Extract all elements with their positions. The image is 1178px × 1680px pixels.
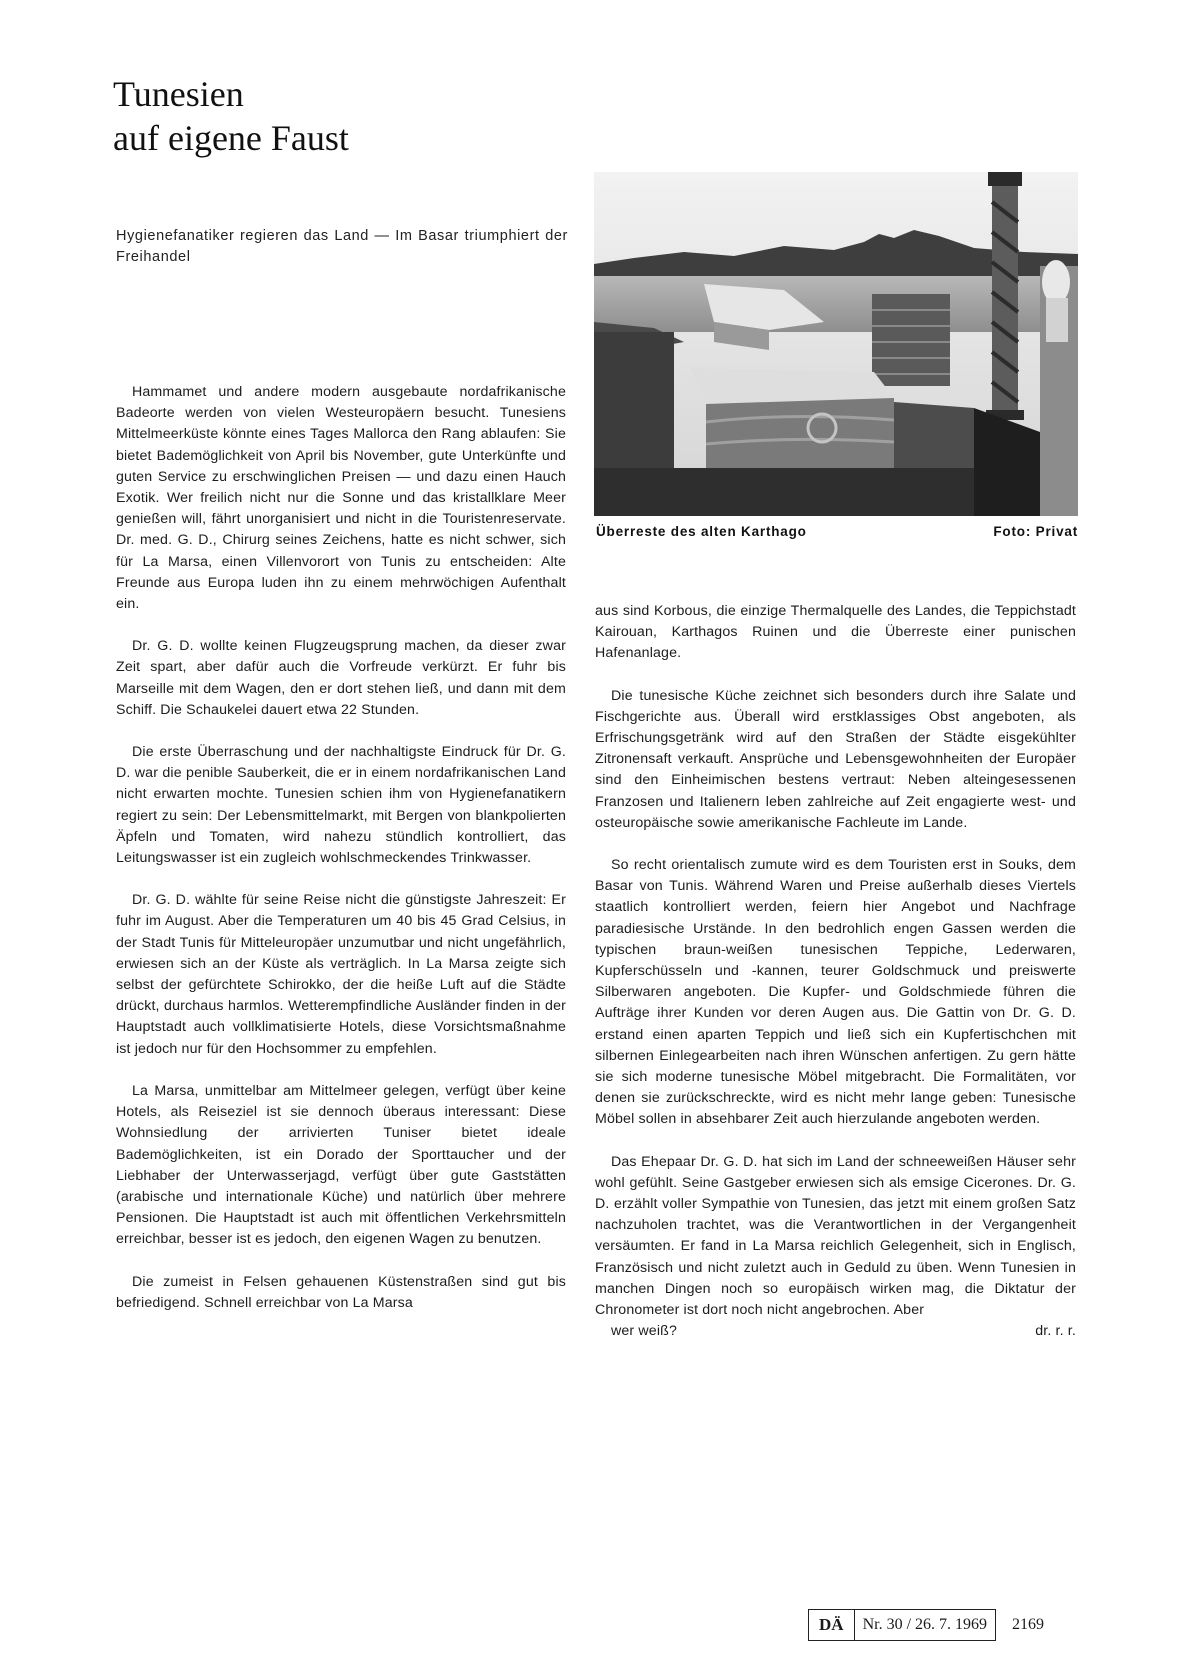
paragraph: Die erste Überraschung und der nachhaltigste Eindruck für Dr. G. D. war die penible Sauberkeit, die er in einem nordafrikanischen Land nicht erwarten mochte. Tunesien schien ihm von Hygienefanatikern regiert zu sein: Der Lebensmittelmarkt, mit Bergen von blankpolierten Äpfeln und Tomaten, wird nahezu stündlich kontrolliert, das Leitungswasser ist ein zugleich wohlschmeckendes Trinkwasser. bbox=[116, 744, 566, 867]
article-subtitle: Hygienefanatiker regieren das Land — Im Basar triumphiert der Freihandel bbox=[116, 228, 568, 265]
ruins-illustration bbox=[594, 172, 1078, 516]
paragraph: Hammamet und andere modern ausgebaute nordafrikanische Badeorte werden von vielen Westeuropäern besucht. Tunesiens Mittelmeerküste könnte eines Tages Mallorca den Rang ablaufen: Sie bietet Bademöglichkeit von April bis November, gute Unterkünfte und guten Service zu erschwinglichen Preisen — und dazu einen Hauch Exotik. Wer freilich nicht nur die Sonne und das kristallklare Meer genießen will, fährt unorganisiert und nicht in die Touristenreservate. Dr. med. G. D., Chirurg seines Zeichens, hatte es nicht schwer, sich für La Marsa, einen Villenvorort von Tunis zu entscheiden: Alte Freunde aus Europa luden ihn zu einem mehrwöchigen Aufenthalt ein. bbox=[116, 384, 566, 613]
right-column bbox=[595, 601, 1076, 1364]
paragraph: La Marsa, unmittelbar am Mittelmeer gelegen, verfügt über keine Hotels, als Reiseziel ist sie dennoch überaus interessant: Diese Wohnsiedlung der arrivierten Tuniser bietet ideale Bademöglichkeiten, ist ein Dorado der Sporttaucher und der Liebhaber der Unterwasserjagd, verfügt über gute Gaststätten (arabische und internationale Küche) und natürlich über mehrere Pensionen. Die Hauptstadt ist auch mit öffentlichen Verkehrsmitteln erreichbar, besser ist es jedoch, den eigenen Wagen zu benutzen. bbox=[116, 1082, 566, 1248]
paragraph: aus sind Korbous, die einzige Thermalquelle des Landes, die Teppichstadt Kairouan, Karthagos Ruinen und die Überreste einer punischen Hafenanlage. bbox=[595, 603, 1076, 662]
photo-credit: Foto: Privat bbox=[993, 524, 1078, 539]
closing-text: wer weiß? bbox=[611, 1323, 677, 1340]
paragraph: Die tunesische Küche zeichnet sich besonders durch ihre Salate und Fischgerichte aus. Überall wird erstklassiges Obst angeboten, als Erfrischungsgetränk wird auf den Straßen der Städte eisgekühlter Zitronensaft verkauft. Ansprüche und Lebensgewohnheiten der Europäer sind den Einheimischen bestens vertraut: Neben alteingesessenen Franzosen und Italienern leben zahlreiche auf Zeit engagierte west- und osteuropäische sowie amerikanische Fachleute im Lande. bbox=[595, 687, 1076, 831]
closing-line bbox=[595, 1321, 1076, 1342]
page-footer bbox=[808, 1606, 1044, 1644]
left-column bbox=[116, 382, 566, 1335]
paragraph: Dr. G. D. wählte für seine Reise nicht die günstigste Jahreszeit: Er fuhr im August. Aber die Temperaturen um 40 bis 45 Grad Celsius, in der Stadt Tunis für Mitteleuropäer unzumutbar und nicht ungefährlich, erwiesen sich an der Küste als verträglich. In La Marsa zeigte sich selbst der gefürchtete Schirokko, der die heiße Luft auf die Städte drückt, durchaus harmlos. Wetterempfindliche Ausländer finden in der Hauptstadt auch vollklimatisierte Hotels, diese Vorsichtsmaßnahme ist jedoch nur für den Hochsommer zu empfehlen. bbox=[116, 892, 566, 1057]
caption-text: Überreste des alten Karthago bbox=[596, 524, 807, 539]
paragraph: Dr. G. D. wollte keinen Flugzeugsprung machen, da dieser zwar Zeit spart, aber dafür auch die Vorfreude verkürzt. Er fuhr bis Marseille mit dem Wagen, den er dort stehen ließ, und dann mit dem Schiff. Die Schaukelei dauert etwa 22 Stunden. bbox=[116, 638, 566, 718]
title-line-2: auf eigene Faust bbox=[113, 118, 349, 158]
paragraph: So recht orientalisch zumute wird es dem Touristen erst in Souks, dem Basar von Tunis. Während Waren und Preise außerhalb dieses Viertels staatlich kontrolliert werden, feiern hier Angebot und Nachfrage paradiesische Urstände. In den bedrohlich engen Gassen werden die typischen braun-weißen tunesischen Teppiche, Lederwaren, Kupferschüsseln und -kannen, teurer Goldschmuck und preiswerte Silberwaren angeboten. Die Kupfer- und Goldschmiede führen die Aufträge ihrer Kunden vor deren Augen aus. Die Gattin von Dr. G. D. erstand einen aparten Teppich und ließ sich ein Kupfertischchen mit silbernen Einlegearbeiten nach ihren Wünschen anfertigen. Zu gern hätte sie sich moderne tunesische Möbel mitgebracht. Die Formalitäten, vor denen sie zurückschreckte, wird es nicht mehr lange geben: Tunesische Möbel sollen in absehbarer Zeit auch hierzulande angeboten werden. bbox=[595, 857, 1076, 1128]
paragraph: Die zumeist in Felsen gehauenen Küstenstraßen sind gut bis befriedigend. Schnell erreichbar von La Marsa bbox=[116, 1273, 566, 1311]
journal-logo: DÄ bbox=[809, 1610, 855, 1640]
karthago-photo bbox=[594, 172, 1078, 516]
article-title bbox=[113, 72, 573, 160]
author-signature: dr. r. r. bbox=[1035, 1323, 1076, 1340]
paragraph: Das Ehepaar Dr. G. D. hat sich im Land der schneeweißen Häuser sehr wohl gefühlt. Seine Gastgeber erwiesen sich als emsige Cicerones. Dr. G. D. erzählt voller Sympathie von Tunesien, das jetzt mit einem großen Satz nachzuholen trachtet, was die Verantwortlichen in der Vergangenheit versäumten. Er fand in La Marsa reichlich Gelegenheit, sich in Englisch, Französisch und nicht zuletzt auch in Geduld zu üben. Wenn Tunesien in manchen Dingen noch so europäisch wirken mag, die Diktatur der Chronometer ist dort noch nicht angebrochen. Aber bbox=[595, 1153, 1076, 1319]
photo-caption bbox=[596, 524, 1078, 539]
issue-info: Nr. 30 / 26. 7. 1969 bbox=[862, 1616, 988, 1633]
page-number: 2169 bbox=[1012, 1616, 1045, 1633]
title-line-1: Tunesien bbox=[113, 74, 244, 114]
journal-issue-box bbox=[808, 1609, 996, 1641]
